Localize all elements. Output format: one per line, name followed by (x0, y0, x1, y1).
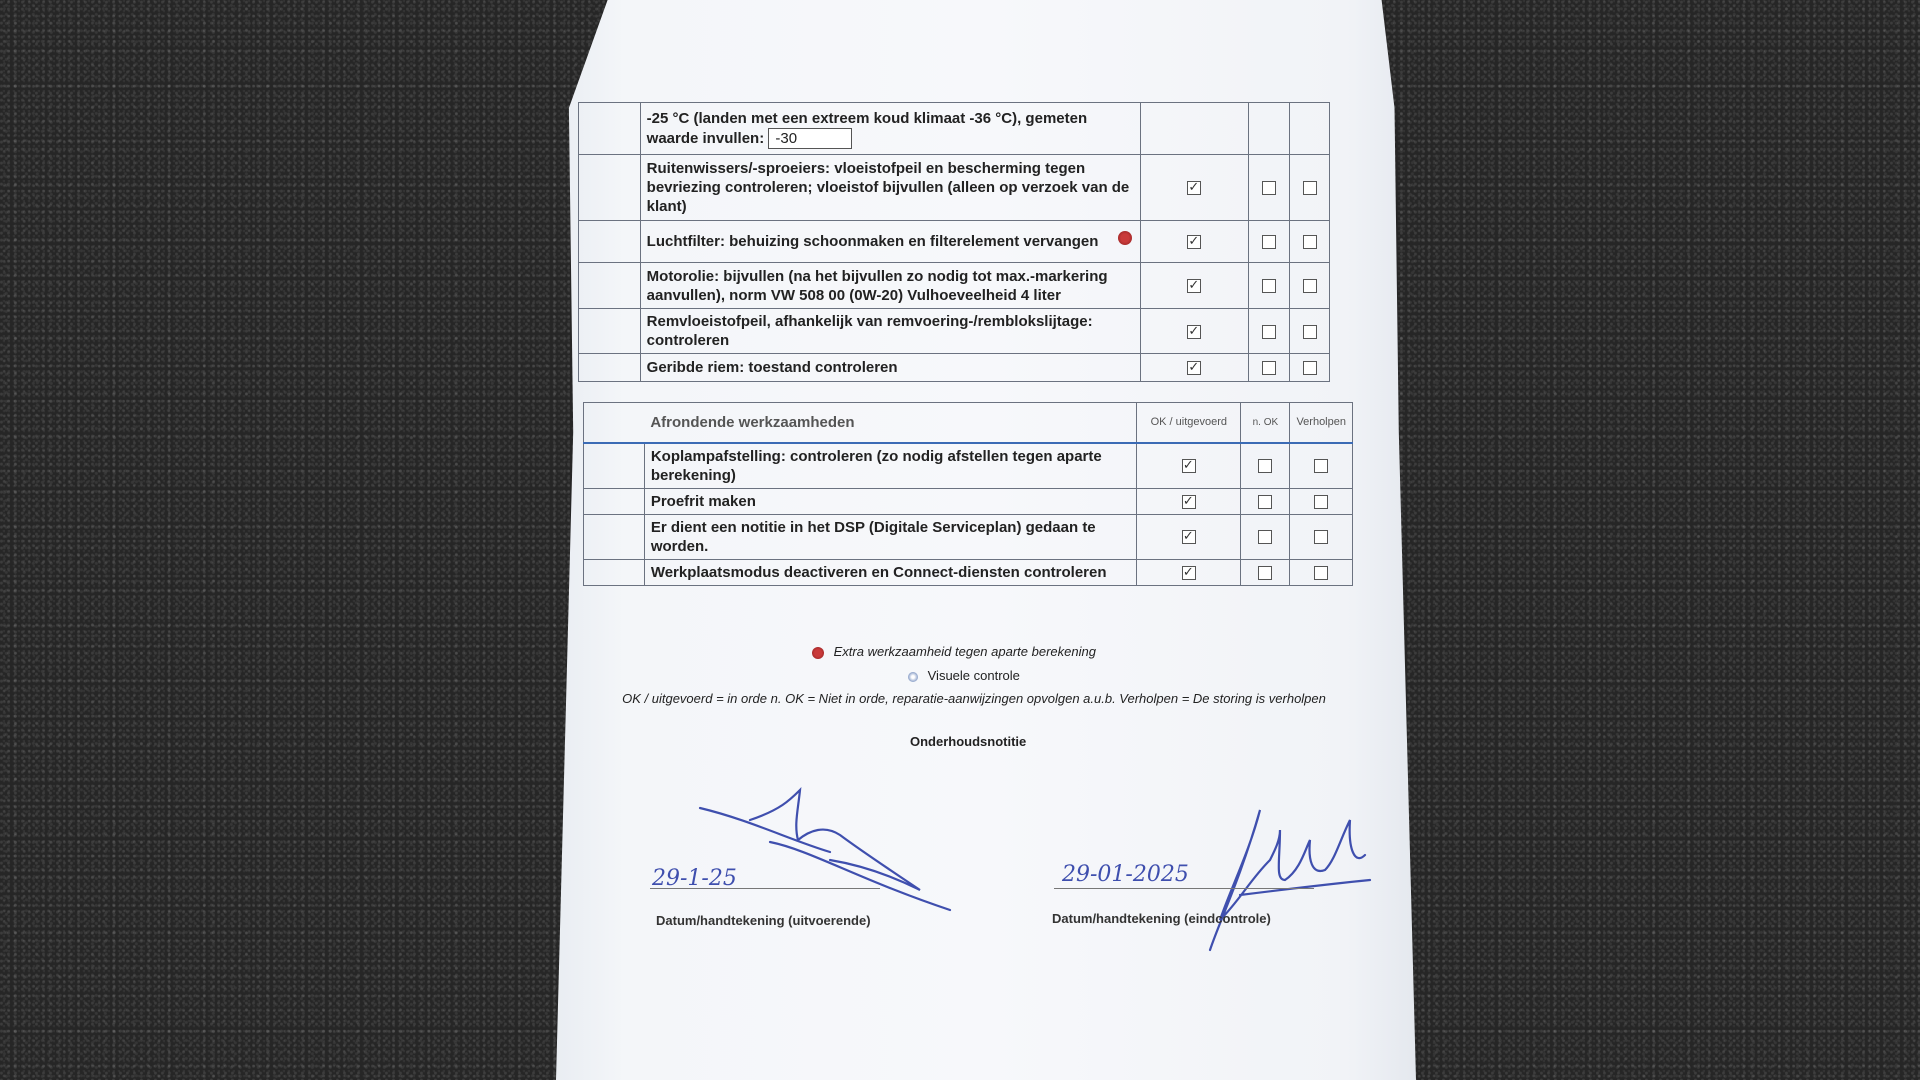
table-row (579, 354, 1330, 382)
row-description: Ruitenwissers/-sproeiers: vloeistofpeil en bescherming tegen bevriezing controleren; vloeistof bijvullen (alleen op verzoek van de klant) (640, 155, 1140, 221)
ok-checkbox[interactable] (1187, 361, 1201, 375)
nok-checkbox[interactable] (1258, 530, 1272, 544)
table-row (584, 443, 1353, 489)
col-fixed-header: Verholpen (1290, 403, 1353, 443)
left-date-handwritten: 29-1-25 (652, 866, 737, 891)
fixed-cell (1290, 103, 1330, 155)
row-margin (579, 103, 641, 155)
col-ok-header: OK / uitgevoerd (1137, 403, 1241, 443)
row-description: Werkplaatsmodus deactiveren en Connect-diensten controleren (644, 559, 1136, 585)
nok-checkbox[interactable] (1262, 361, 1276, 375)
table-row (579, 221, 1330, 263)
table-header (584, 403, 1353, 443)
table-row (579, 309, 1330, 354)
nok-checkbox[interactable] (1258, 566, 1272, 580)
right-date-handwritten: 29-01-2025 (1062, 862, 1189, 887)
right-signature-icon (1180, 800, 1380, 960)
ok-checkbox[interactable] (1187, 279, 1201, 293)
header-margin (584, 403, 645, 443)
row-margin (579, 354, 641, 382)
row-text: Luchtfilter: behuizing schoonmaken en filterelement vervangen (646, 233, 1099, 250)
row-margin (584, 559, 645, 585)
row-description (640, 221, 1140, 263)
measured-value-field[interactable]: -30 (768, 128, 852, 149)
ok-checkbox[interactable] (1187, 181, 1201, 195)
ok-checkbox[interactable] (1182, 495, 1196, 509)
row-description: Proefrit maken (644, 488, 1136, 514)
table-row (579, 103, 1330, 155)
fixed-checkbox[interactable] (1314, 566, 1328, 580)
legend-extra (812, 644, 1096, 659)
fixed-checkbox[interactable] (1303, 235, 1317, 249)
fixed-checkbox[interactable] (1303, 361, 1317, 375)
row-text: -25 °C (landen met een extreem koud klimaat -36 °C), gemeten waarde invullen: (646, 109, 1088, 147)
right-signature-line (1054, 888, 1314, 889)
fixed-checkbox[interactable] (1303, 325, 1317, 339)
legend-explanation: OK / uitgevoerd = in orde n. OK = Niet in orde, reparatie-aanwijzingen opvolgen a.u.b. Verholpen = De storing is verholpen (622, 691, 1326, 706)
ok-checkbox[interactable] (1182, 566, 1196, 580)
row-description: Koplampafstelling: controleren (zo nodig afstellen tegen aparte berekening) (644, 443, 1136, 489)
nok-cell (1248, 103, 1290, 155)
fixed-checkbox[interactable] (1314, 530, 1328, 544)
row-margin (579, 309, 641, 354)
extra-work-dot-icon (1118, 231, 1132, 245)
maintenance-note-label: Onderhoudsnotitie (910, 734, 1027, 749)
section-title: Afrondende werkzaamheden (644, 403, 1136, 443)
table-row (584, 559, 1353, 585)
fixed-checkbox[interactable] (1314, 459, 1328, 473)
nok-checkbox[interactable] (1262, 325, 1276, 339)
left-signature-line (650, 888, 880, 889)
nok-checkbox[interactable] (1262, 181, 1276, 195)
nok-checkbox[interactable] (1262, 279, 1276, 293)
table-row (579, 263, 1330, 309)
row-description: Motorolie: bijvullen (na het bijvullen zo nodig tot max.-markering aanvullen), norm VW 508 00 (0W-20) Vulhoeveelheid 4 liter (640, 263, 1140, 309)
nok-checkbox[interactable] (1258, 459, 1272, 473)
visual-check-dot-icon (908, 672, 918, 682)
left-signature-label: Datum/handtekening (uitvoerende) (656, 913, 871, 928)
ok-checkbox[interactable] (1182, 459, 1196, 473)
fixed-checkbox[interactable] (1303, 181, 1317, 195)
nok-checkbox[interactable] (1262, 235, 1276, 249)
row-margin (579, 155, 641, 221)
row-description: Remvloeistofpeil, afhankelijk van remvoering-/remblokslijtage: controleren (640, 309, 1140, 354)
fixed-checkbox[interactable] (1314, 495, 1328, 509)
legend-visual-text: Visuele controle (927, 668, 1020, 683)
row-description (640, 103, 1140, 155)
legend-extra-text: Extra werkzaamheid tegen aparte berekening (833, 644, 1096, 659)
final-tasks-table (583, 402, 1353, 586)
row-description: Geribde riem: toestand controleren (640, 354, 1140, 382)
legend-visual (908, 668, 1020, 683)
ok-checkbox[interactable] (1182, 530, 1196, 544)
right-signature-label: Datum/handtekening (eindcontrole) (1052, 911, 1271, 926)
nok-checkbox[interactable] (1258, 495, 1272, 509)
table-row (584, 488, 1353, 514)
table-row (579, 155, 1330, 221)
left-signature-icon (690, 780, 960, 920)
row-margin (584, 443, 645, 489)
ok-checkbox[interactable] (1187, 235, 1201, 249)
row-margin (584, 514, 645, 559)
table-row (584, 514, 1353, 559)
fixed-checkbox[interactable] (1303, 279, 1317, 293)
row-description: Er dient een notitie in het DSP (Digitale Serviceplan) gedaan te worden. (644, 514, 1136, 559)
extra-work-dot-icon (812, 647, 824, 659)
top-checklist-table (578, 102, 1330, 382)
row-margin (584, 488, 645, 514)
ok-cell (1140, 103, 1248, 155)
row-margin (579, 221, 641, 263)
ok-checkbox[interactable] (1187, 325, 1201, 339)
row-margin (579, 263, 641, 309)
col-nok-header: n. OK (1241, 403, 1290, 443)
